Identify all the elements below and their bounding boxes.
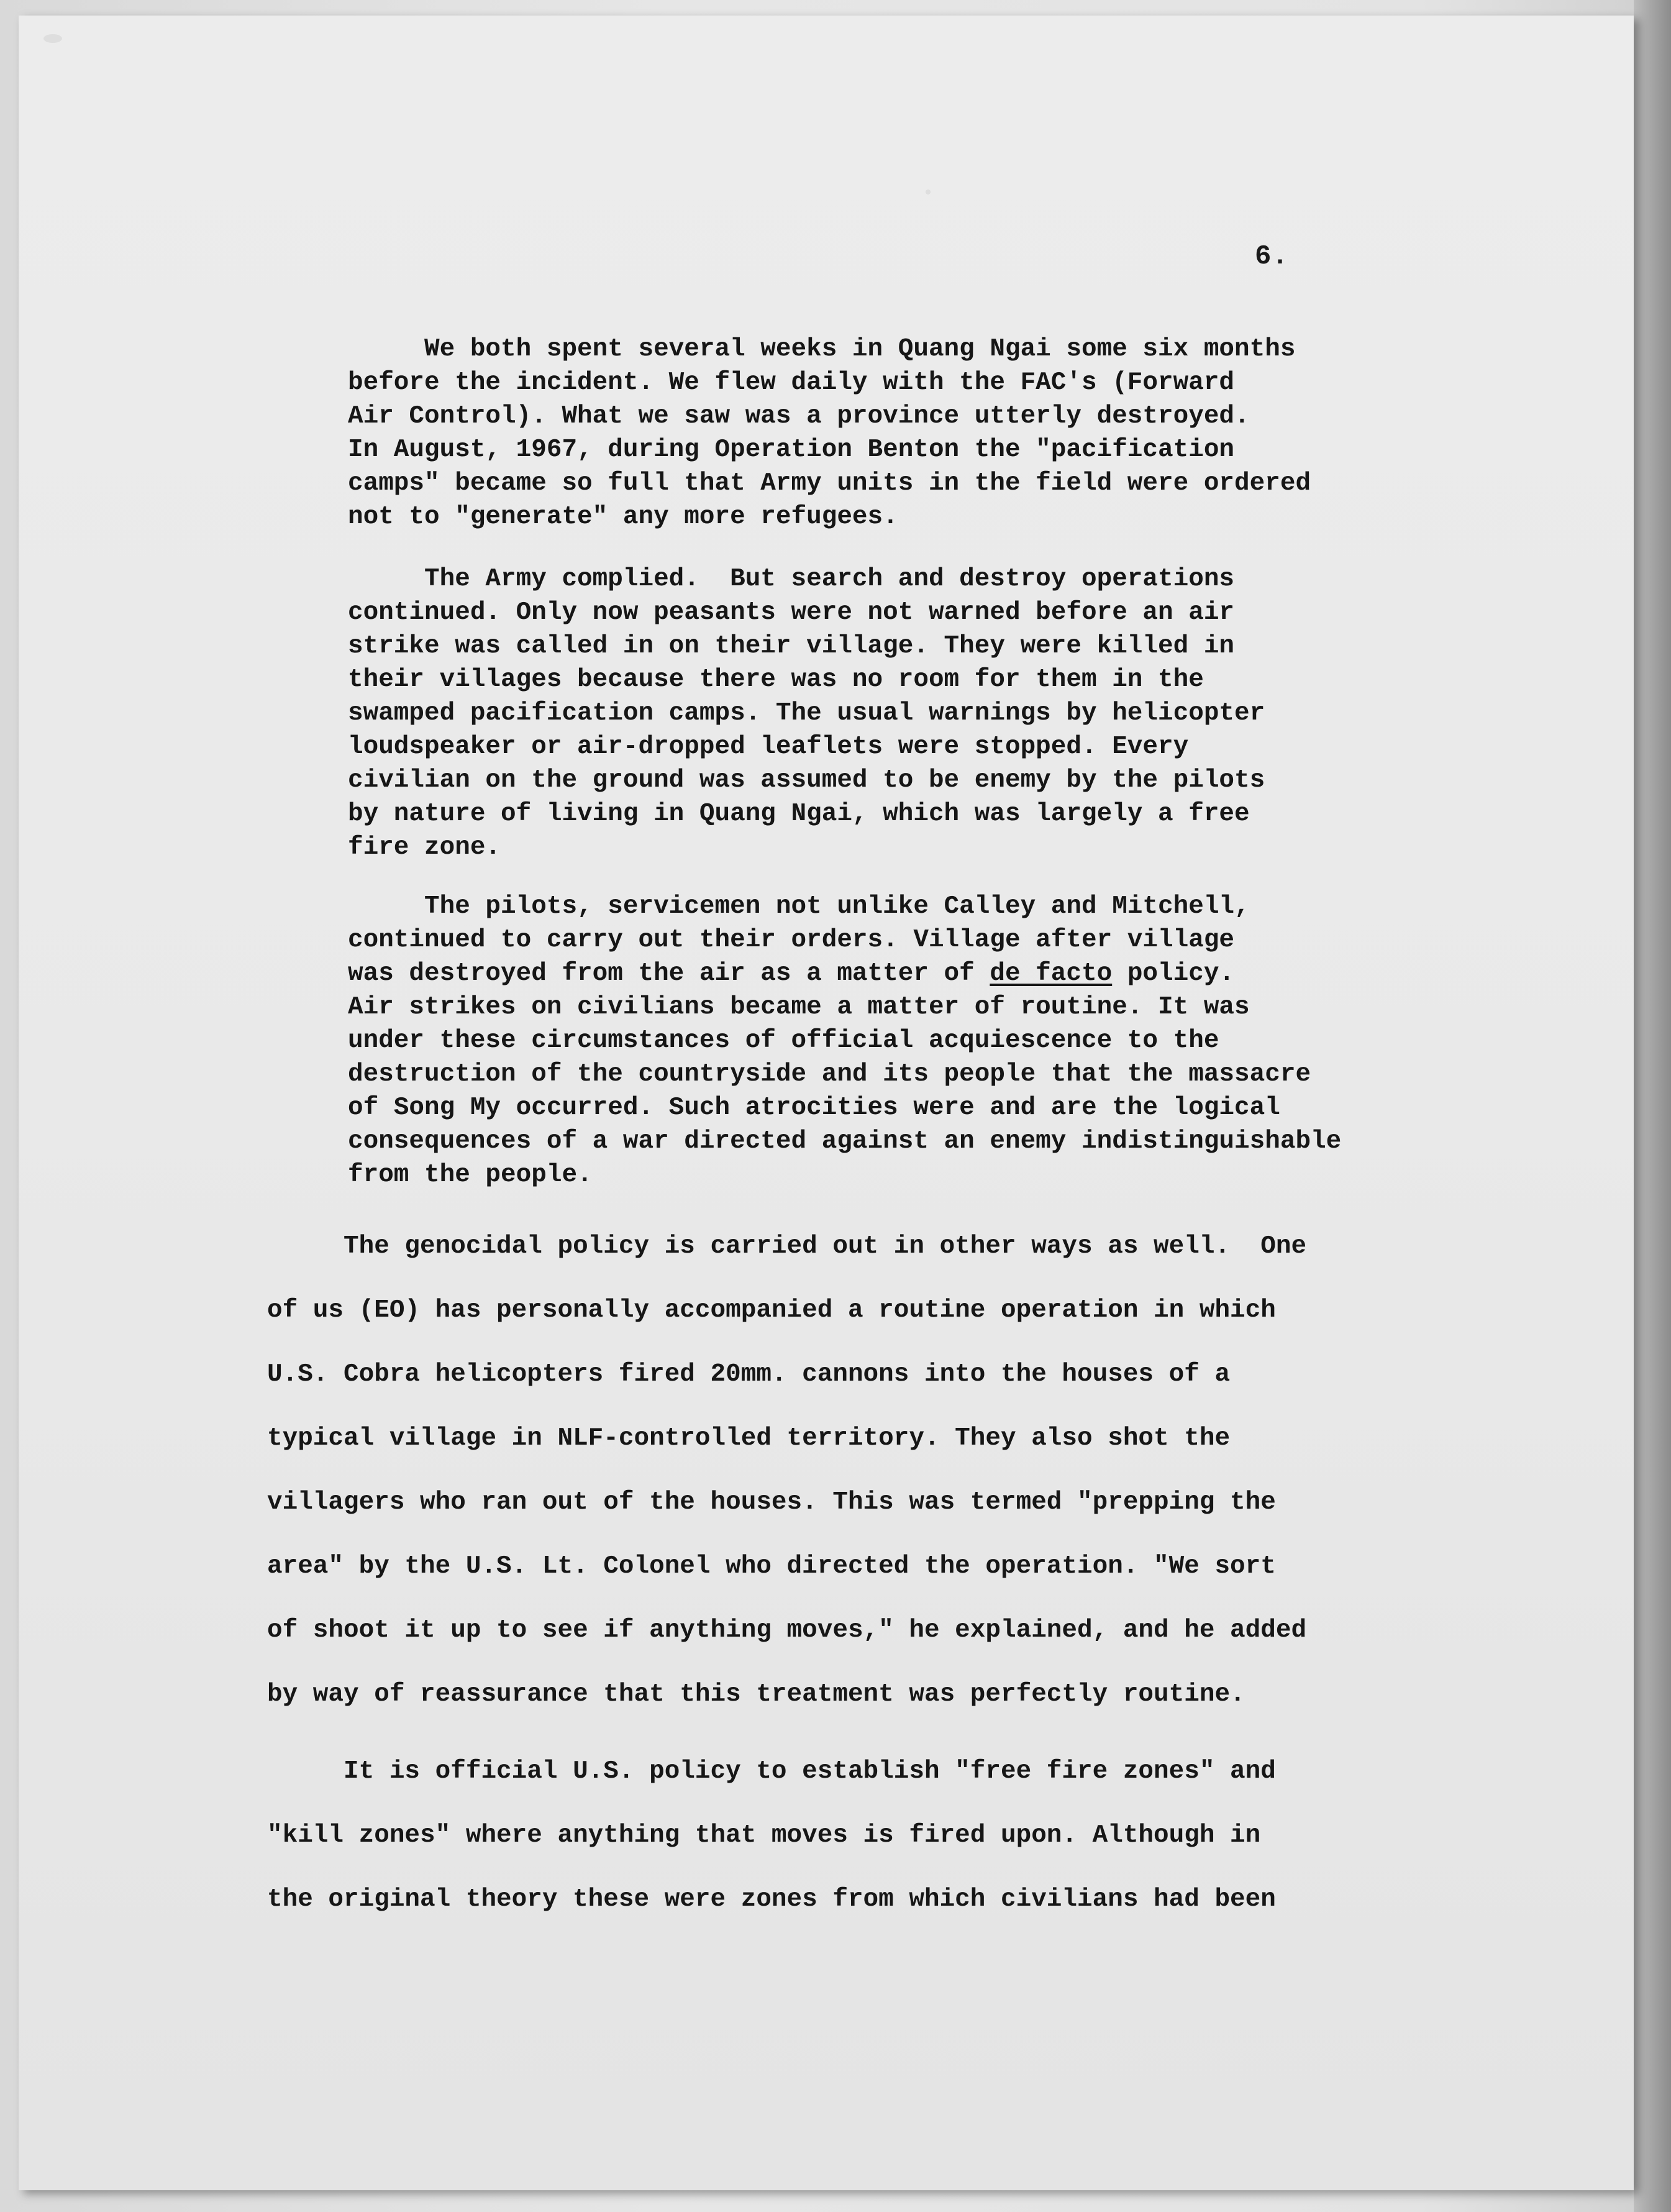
paragraph-2 [348,562,1265,864]
text-line: continued. Only now peasants were not warned before an air [348,598,1235,627]
text-line: The pilots, servicemen not unlike Calley and Mitchell, [348,892,1250,921]
text-line: "kill zones" where anything that moves is fired upon. Although in [267,1821,1261,1850]
text-line: continued to carry out their orders. Village after village [348,926,1235,954]
text-line: strike was called in on their village. They were killed in [348,632,1235,660]
text-line: of us (EO) has personally accompanied a routine operation in which [267,1296,1276,1325]
text-line: U.S. Cobra helicopters fired 20mm. cannons into the houses of a [267,1360,1231,1389]
paragraph-4 [267,1215,1306,1727]
text-line: swamped pacification camps. The usual warnings by helicopter [348,699,1265,728]
text-line: It is official U.S. policy to establish "free fire zones" and [267,1757,1276,1786]
paragraph-3 [348,890,1341,1192]
text-line: camps" became so full that Army units in the field were ordered [348,469,1311,498]
text-line: from the people. [348,1161,593,1189]
text-segment: was destroyed from the air as a matter of [348,959,990,988]
paragraph-5 [267,1740,1276,1932]
text-line: In August, 1967, during Operation Benton the "pacification [348,436,1235,464]
text-segment: policy. [1112,959,1235,988]
text-line: their villages because there was no room for them in the [348,665,1204,694]
text-line: area" by the U.S. Lt. Colonel who directed the operation. "We sort [267,1552,1276,1581]
text-line: villagers who ran out of the houses. This was termed "prepping the [267,1488,1276,1517]
page-number: 6. [1255,241,1289,272]
text-line: the original theory these were zones from which civilians had been [267,1885,1276,1914]
text-line: The Army complied. But search and destroy operations [348,565,1235,593]
paper-smudge [43,34,62,43]
page-shadow-edge [1634,0,1671,2212]
text-line: destruction of the countryside and its people that the massacre [348,1060,1311,1089]
text-line: fire zone. [348,833,501,862]
text-line: by way of reassurance that this treatment was perfectly routine. [267,1680,1245,1709]
underlined-phrase: de facto [990,959,1113,988]
text-line: loudspeaker or air-dropped leaflets were stopped. Every [348,733,1189,761]
text-line: of shoot it up to see if anything moves," he explained, and he added [267,1616,1307,1645]
text-line: civilian on the ground was assumed to be enemy by the pilots [348,766,1265,795]
text-line: Air strikes on civilians became a matter of routine. It was [348,993,1250,1021]
text-line: Air Control). What we saw was a province utterly destroyed. [348,402,1250,431]
text-line: We both spent several weeks in Quang Ngai some six months [348,335,1296,363]
paragraph-1 [348,332,1311,534]
text-line [348,957,1341,990]
text-line: typical village in NLF-controlled territory. They also shot the [267,1424,1231,1453]
text-line: not to "generate" any more refugees. [348,503,898,531]
text-line: of Song My occurred. Such atrocities were and are the logical [348,1094,1280,1122]
text-line: The genocidal policy is carried out in other ways as well. One [267,1232,1307,1261]
paper-smudge [926,190,931,194]
text-line: under these circumstances of official acquiescence to the [348,1026,1219,1055]
text-line: consequences of a war directed against an enemy indistinguishable [348,1127,1342,1156]
text-line: by nature of living in Quang Ngai, which was largely a free [348,800,1250,828]
text-line: before the incident. We flew daily with the FAC's (Forward [348,368,1235,397]
